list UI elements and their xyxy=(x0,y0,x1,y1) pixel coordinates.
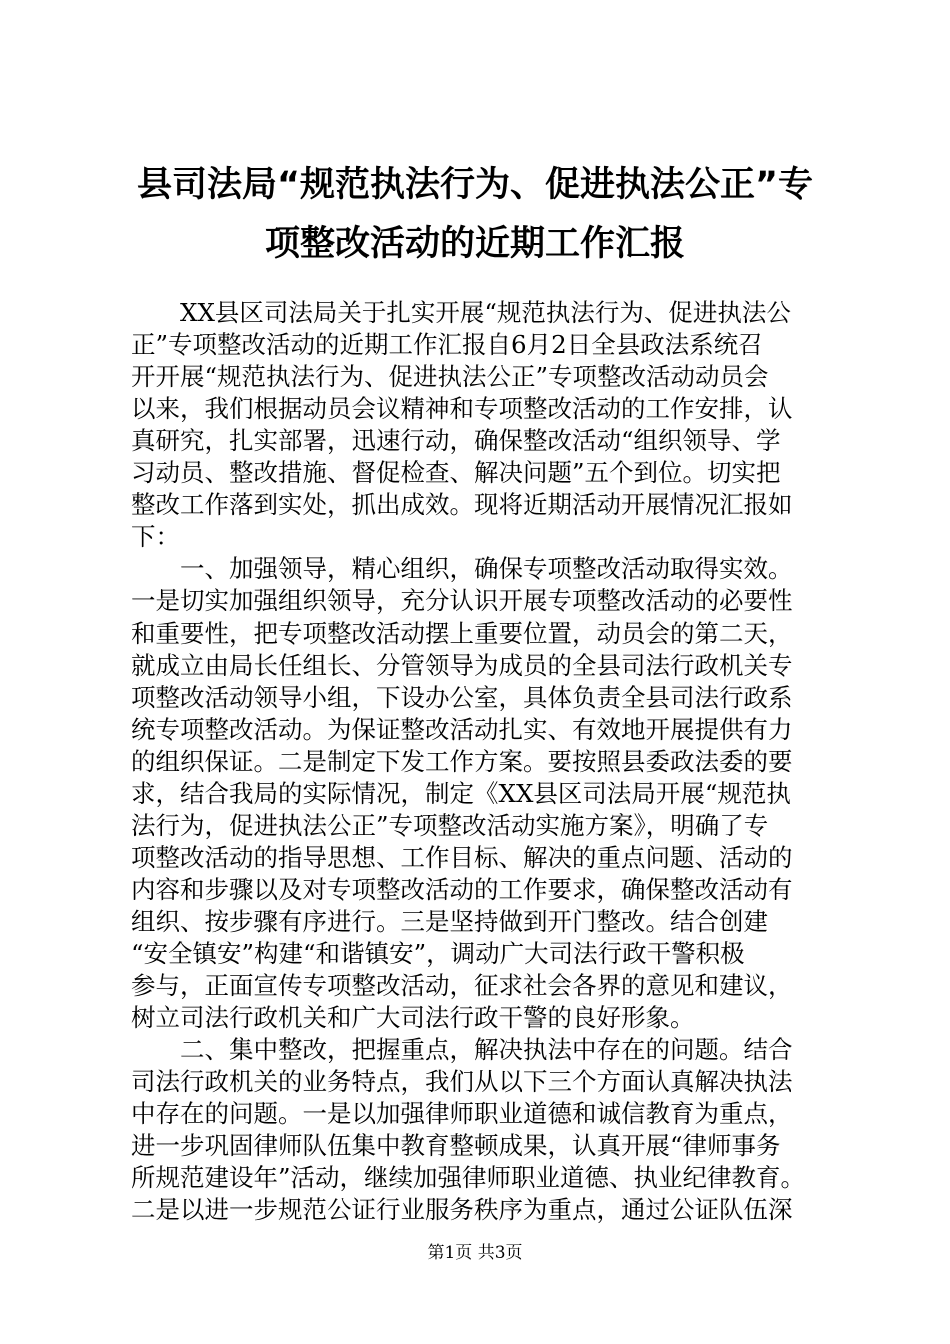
paragraph-line: 二、集中整改，把握重点，解决执法中存在的问题。结合 xyxy=(131,1035,793,1065)
document-title-line-2: 项整改活动的近期工作汇报 xyxy=(264,224,685,264)
paragraph-line: 中存在的问题。一是以加强律师职业道德和诚信教育为重点， xyxy=(131,1099,793,1129)
paragraph-line: 习动员、整改措施、督促检查、解决问题”五个到位。切实把 xyxy=(131,458,781,488)
paragraph-line: 正”专项整改活动的近期工作汇报自6月2日全县政法系统召 xyxy=(131,330,763,360)
paragraph-line: 一、加强领导，精心组织，确保专项整改活动取得实效。 xyxy=(131,554,793,584)
paragraph-line: 就成立由局长任组长、分管领导为成员的全县司法行政机关专 xyxy=(131,650,793,680)
paragraph-line: 求，结合我局的实际情况，制定《XX县区司法局开展“规范执 xyxy=(131,778,791,808)
paragraph-line: 法行为，促进执法公正”专项整改活动实施方案》，明确了专 xyxy=(131,810,769,840)
paragraph-line: 项整改活动领导小组，下设办公室，具体负责全县司法行政系 xyxy=(131,682,793,712)
paragraph-line: 内容和步骤以及对专项整改活动的工作要求，确保整改活动有 xyxy=(131,874,793,904)
paragraph-line: 下： xyxy=(131,522,180,552)
page-footer: 第1页 共3页 xyxy=(427,1243,523,1263)
paragraph-line: 以来，我们根据动员会议精神和专项整改活动的工作安排，认 xyxy=(131,394,793,424)
paragraph-line: “安全镇安”构建“和谐镇安”，调动广大司法行政干警积极 xyxy=(131,939,745,968)
paragraph-line: 项整改活动的指导思想、工作目标、解决的重点问题、活动的 xyxy=(131,842,793,872)
paragraph-line: 整改工作落到实处，抓出成效。现将近期活动开展情况汇报如 xyxy=(131,490,793,520)
paragraph-line: 和重要性，把专项整改活动摆上重要位置，动员会的第二天， xyxy=(131,618,793,648)
document-title-line-1: 县司法局“规范执法行为、促进执法公正”专 xyxy=(136,165,813,205)
paragraph-line: 司法行政机关的业务特点，我们从以下三个方面认真解决执法 xyxy=(131,1067,793,1097)
paragraph-line: 开开展“规范执法行为、促进执法公正”专项整改活动动员会 xyxy=(131,362,769,392)
paragraph-line: 组织、按步骤有序进行。三是坚持做到开门整改。结合创建 xyxy=(131,906,768,936)
paragraph-line: 所规范建设年”活动，继续加强律师职业道德、执业纪律教育。 xyxy=(131,1163,806,1193)
paragraph-line: 二是以进一步规范公证行业服务秩序为重点，通过公证队伍深 xyxy=(131,1195,793,1225)
paragraph-line: 一是切实加强组织领导，充分认识开展专项整改活动的必要性 xyxy=(131,586,793,616)
paragraph-line: 树立司法行政机关和广大司法行政干警的良好形象。 xyxy=(131,1003,695,1033)
paragraph-line: XX县区司法局关于扎实开展“规范执法行为、促进执法公 xyxy=(131,298,791,327)
paragraph-line: 的组织保证。二是制定下发工作方案。要按照县委政法委的要 xyxy=(131,746,793,776)
paragraph-line: 统专项整改活动。为保证整改活动扎实、有效地开展提供有力 xyxy=(131,714,793,744)
paragraph-line: 进一步巩固律师队伍集中教育整顿成果，认真开展“律师事务 xyxy=(131,1131,781,1161)
paragraph-line: 真研究，扎实部署，迅速行动，确保整改活动“组织领导、学 xyxy=(131,426,781,456)
paragraph-line: 参与，正面宣传专项整改活动，征求社会各界的意见和建议， xyxy=(131,971,793,1001)
